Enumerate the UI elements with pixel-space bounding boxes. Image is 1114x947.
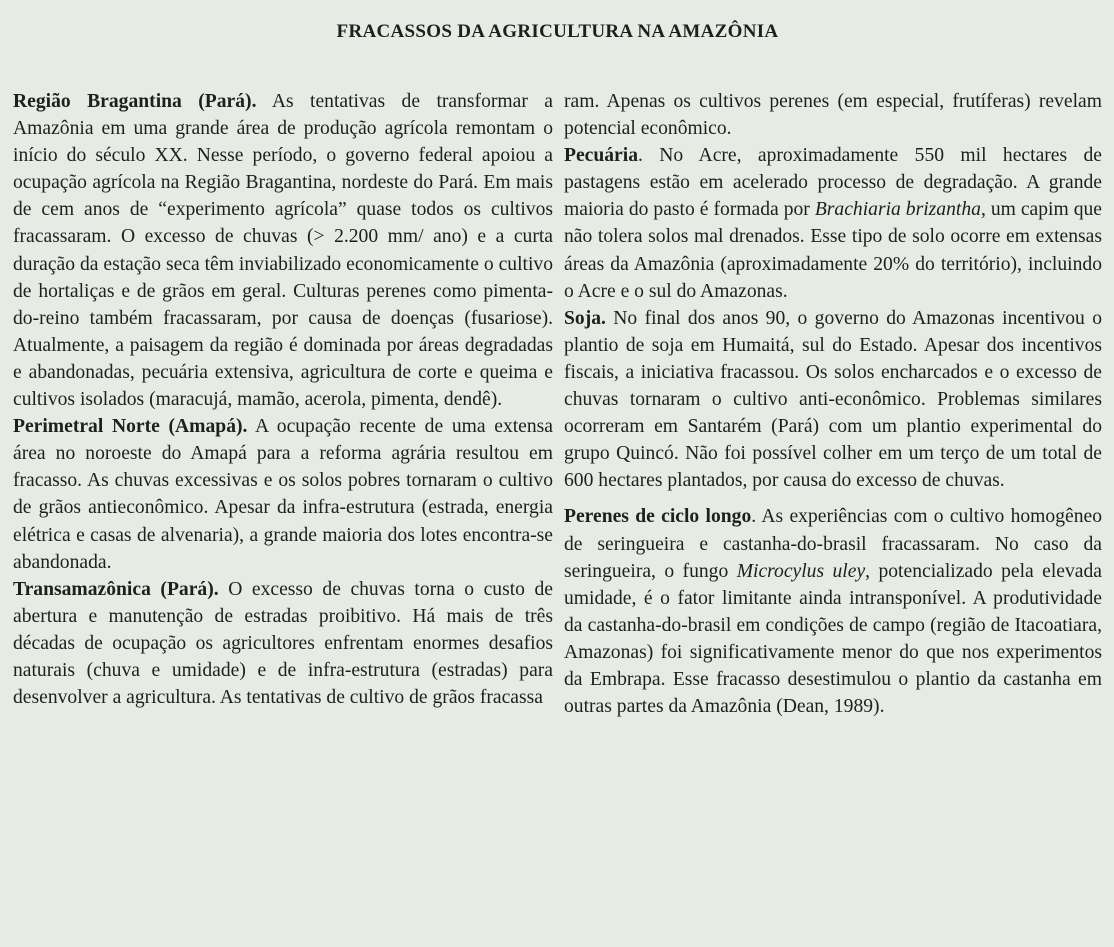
text-perenes-a: . As experiências com o cultivo homogêneo de seringueira e castanha-do-brasil fracassaram. No caso da seringueira, o fungo xyxy=(564,506,1102,582)
heading-pecuaria: Pecuária xyxy=(564,145,638,167)
text-regiao-bragantina: As tentativas de transformar a Amazônia em uma grande área de produção agrícola remontam o início do século XX. Nesse período, o governo federal apoiou a ocupação agrícola na Região Bragantina, nordeste do Pará. Em mais de cem anos de “experimento agrícola” quase todos os cultivos fracassaram. O excesso de chuvas (> 2.200 mm/ ano) e a curta duração da estação seca têm inviabilizado economicamente o cultivo de hortaliças e de grãos em geral. Culturas perenes como pimenta-do-reino também fracassaram, por causa de doenças (fusariose). Atualmente, a paisagem da região é dominada por áreas degradadas e abandonadas, pecuária extensiva, agricultura de corte e queima e cultivos isolados (maracujá, mamão, acerola, pimenta, dendê). xyxy=(13,91,553,411)
text-soja: No final dos anos 90, o governo do Amazonas incentivou o plantio de soja em Humaitá, sul do Estado. Apesar dos incentivos fiscais, a iniciativa fracassou. Os solos encharcados e o excesso de chuvas tornaram o cultivo anti-econômico. Problemas similares ocorreram em Santarém (Pará) com um plantio experimental do grupo Quincó. Não foi possível colher em um terço de um total de 600 hectares plantados, por causa do excesso de chuvas. xyxy=(564,307,1102,492)
paragraph-transamazonica xyxy=(13,576,553,711)
heading-perenes: Perenes de ciclo longo xyxy=(564,506,752,528)
paragraph-soja xyxy=(564,305,1102,495)
text-pecuaria-b: , um capim que não tolera solos mal drenados. Esse tipo de solo ocorre em extensas áreas da Amazônia (aproximadamente 20% do território), incluindo o Acre e o sul do Amazonas. xyxy=(564,199,1103,302)
right-column xyxy=(564,88,1102,720)
text-pecuaria-a: . No Acre, aproximadamente 550 mil hectares de pastagens estão em acelerado processo de degradação. A grande maioria do pasto é formada por xyxy=(564,145,1102,221)
heading-regiao-bragantina: Região Bragantina (Pará). xyxy=(13,91,257,112)
left-column xyxy=(13,88,553,720)
paragraph-perimetral-norte xyxy=(13,413,553,576)
text-transamazonica: O excesso de chuvas torna o custo de abertura e manutenção de estradas proibitivo. Há mais de três décadas de ocupação os agricultores enfrentam enormes desafios naturais (chuva e umidade) e de infra-estrutura (estradas) para desenvolver a agricultura. As tentativas de cultivo de grãos fracassa xyxy=(13,578,553,709)
text-transamazonica-continued: ram. Apenas os cultivos perenes (em especial, frutíferas) revelam potencial econômico. xyxy=(564,91,1102,140)
paragraph-perenes xyxy=(564,503,1102,720)
paragraph-pecuaria xyxy=(564,142,1102,305)
species-name-brachiaria: Brachiaria brizantha xyxy=(814,199,981,221)
species-name-microcylus: Microcylus uley xyxy=(736,560,866,582)
paragraph-transamazonica-continued xyxy=(564,88,1102,142)
paragraph-regiao-bragantina xyxy=(13,88,553,413)
text-perenes-b: , potencializado pela elevada umidade, é o fator limitante ainda intransponível. A produtividade da castanha-do-brasil em condições de campo (região de Itacoatiara, Amazonas) foi significativamente menor do que nos experimentos da Embrapa. Esse fracasso desestimulou o plantio da castanha em outras partes da Amazônia (Dean, 1989). xyxy=(564,560,1102,718)
text-perimetral-norte: A ocupação recente de uma extensa área no noroeste do Amapá para a reforma agrária resultou em fracasso. As chuvas excessivas e os solos pobres tornaram o cultivo de grãos antieconômico. Apesar da infra-estrutura (estrada, energia elétrica e casas de alvenaria), a grande maioria dos lotes encontra-se abandonada. xyxy=(13,416,553,573)
heading-transamazonica: Transamazônica (Pará). xyxy=(13,578,219,600)
two-column-body xyxy=(13,88,1102,720)
heading-soja: Soja. xyxy=(564,307,606,329)
page-title: FRACASSOS DA AGRICULTURA NA AMAZÔNIA xyxy=(336,21,779,42)
heading-perimetral-norte: Perimetral Norte (Amapá). xyxy=(13,416,248,438)
